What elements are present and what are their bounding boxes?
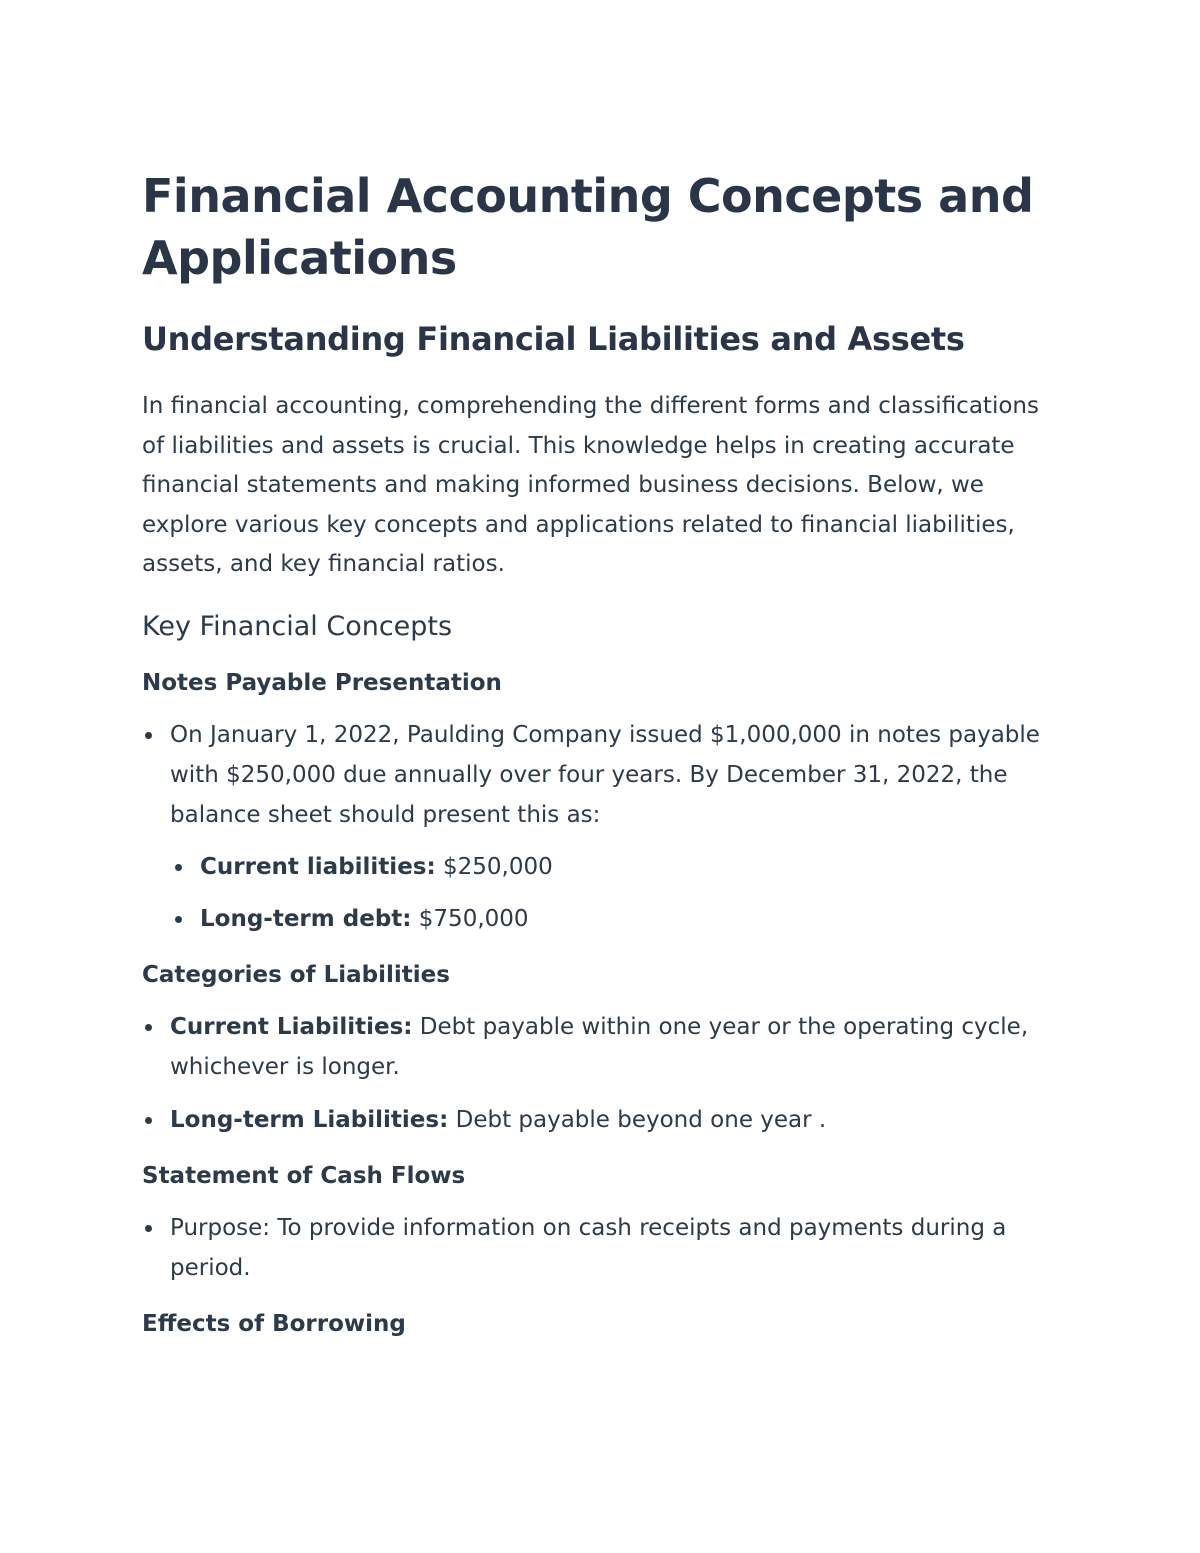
document-title: Financial Accounting Concepts and Applications — [142, 169, 1034, 285]
list-item — [170, 715, 1062, 939]
cash-flows-heading: Statement of Cash Flows — [142, 1162, 466, 1189]
notes-payable-heading: Notes Payable Presentation — [142, 669, 502, 696]
document-page — [142, 165, 1062, 1342]
list-item — [170, 1007, 1062, 1087]
long-term-debt-label: Long-term debt: — [200, 905, 412, 932]
long-term-liabilities-definition: Debt payable beyond one year . — [448, 1106, 827, 1133]
categories-list — [142, 1007, 1062, 1140]
list-item — [200, 899, 1062, 939]
current-liabilities-label: Current liabilities: — [200, 853, 436, 880]
section-heading: Understanding Financial Liabilities and Assets — [142, 320, 965, 358]
long-term-debt-value: $750,000 — [411, 905, 529, 932]
list-item — [200, 847, 1062, 887]
cash-flows-list — [142, 1208, 1062, 1288]
notes-payable-text: On January 1, 2022, Paulding Company issued $1,000,000 in notes payable with $250,000 due annually over four years. By December 31, 2022, the balance sheet should present this as: — [170, 721, 1040, 828]
intro-paragraph: In financial accounting, comprehending the different forms and classifications of liabilities and assets is crucial. This knowledge helps in creating accurate financial statements and making informed business decisions. Below, we explore various key concepts and applications related to financial liabilities, assets, and key financial ratios. — [142, 393, 1039, 577]
long-term-liabilities-term: Long-term Liabilities: — [170, 1106, 449, 1133]
current-liabilities-value: $250,000 — [435, 853, 553, 880]
notes-payable-sublist — [170, 847, 1062, 939]
notes-payable-list — [142, 715, 1062, 939]
key-concepts-heading: Key Financial Concepts — [142, 610, 453, 642]
categories-heading: Categories of Liabilities — [142, 961, 450, 988]
borrowing-heading: Effects of Borrowing — [142, 1310, 406, 1337]
current-liabilities-term: Current Liabilities: — [170, 1013, 413, 1040]
current-liabilities-definition: Debt payable within one year or the operating cycle, whichever is longer. — [170, 1013, 1029, 1080]
list-item — [170, 1100, 1062, 1140]
list-item: Purpose: To provide information on cash receipts and payments during a period. — [170, 1208, 1062, 1288]
